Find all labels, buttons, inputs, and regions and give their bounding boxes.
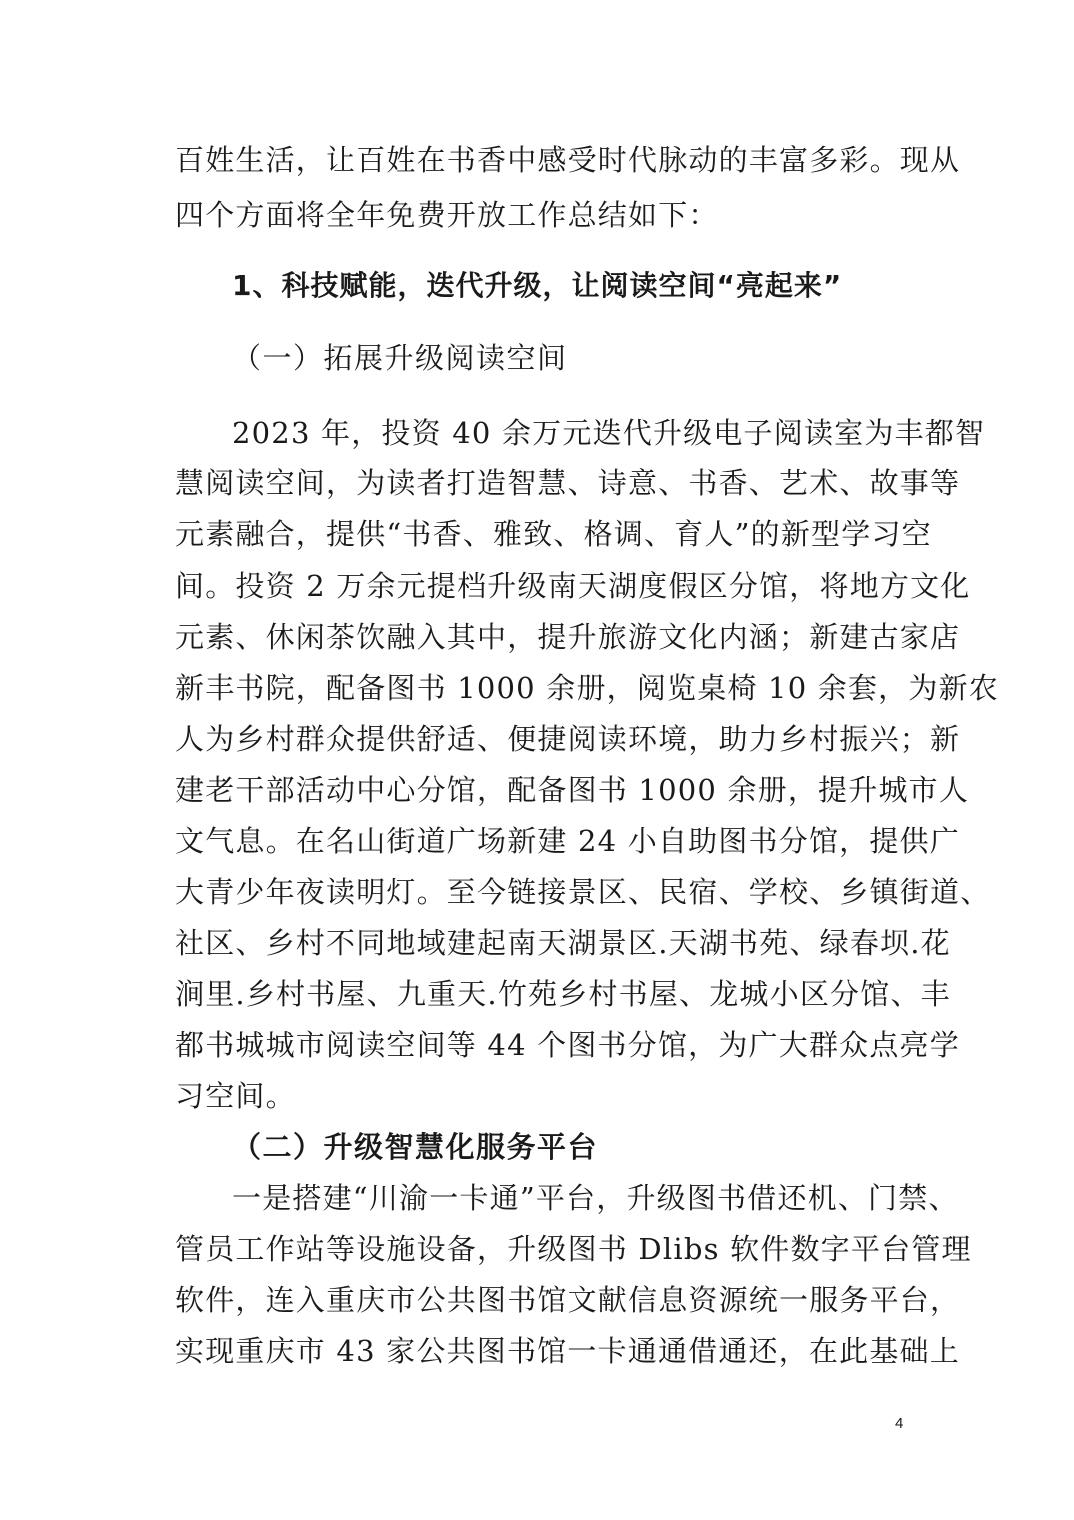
paragraph-line: 百姓生活，让百姓在书香中感受时代脉动的丰富多彩。现从 [175,143,961,177]
paragraph-line: 2023 年，投资 40 余万元迭代升级电子阅读室为丰都智 [232,416,986,450]
paragraph-line: 社区、乡村不同地域建起南天湖景区.天湖书苑、绿春坝.花 [175,926,951,960]
paragraph-line: 人为乡村群众提供舒适、便捷阅读环境，助力乡村振兴；新 [175,722,961,756]
paragraph-line: 新丰书院，配备图书 1000 余册，阅览桌椅 10 余套，为新农 [175,671,999,705]
page-number: 4 [895,1415,904,1432]
paragraph-line: 实现重庆市 43 家公共图书馆一卡通通借通还，在此基础上 [175,1334,960,1368]
paragraph-line: 慧阅读空间，为读者打造智慧、诗意、书香、艺术、故事等 [175,466,961,500]
paragraph-line: 四个方面将全年免费开放工作总结如下： [175,198,719,232]
paragraph-line: 建老干部活动中心分馆，配备图书 1000 余册，提升城市人 [175,773,970,807]
paragraph-line: 文气息。在名山街道广场新建 24 小自助图书分馆，提供广 [175,824,960,858]
paragraph-line: 一是搭建“川渝一卡通”平台，升级图书借还机、门禁、 [232,1181,959,1215]
paragraph-line: 管员工作站等设施设备，升级图书 Dlibs 软件数字平台管理 [175,1232,972,1266]
paragraph-line: 软件，连入重庆市公共图书馆文献信息资源统一服务平台， [175,1283,961,1317]
subsection-title: （一）拓展升级阅读空间 [232,341,568,375]
section-heading: 1、科技赋能，迭代升级，让阅读空间“亮起来” [232,269,843,302]
paragraph-line: 习空间。 [175,1079,296,1113]
paragraph-line: 都书城城市阅读空间等 44 个图书分馆，为广大群众点亮学 [175,1028,960,1062]
paragraph-line: 大青少年夜读明灯。至今链接景区、民宿、学校、乡镇街道、 [175,875,991,909]
paragraph-line: 涧里.乡村书屋、九重天.竹苑乡村书屋、龙城小区分馆、丰 [175,977,951,1011]
paragraph-line: 间。投资 2 万余元提档升级南天湖度假区分馆，将地方文化 [175,569,971,603]
paragraph-line: 元素、休闲茶饮融入其中，提升旅游文化内涵；新建古家店 [175,620,961,654]
subsection-title: （二）升级智慧化服务平台 [232,1130,599,1164]
paragraph-line: 元素融合，提供“书香、雅致、格调、育人”的新型学习空 [175,517,932,551]
